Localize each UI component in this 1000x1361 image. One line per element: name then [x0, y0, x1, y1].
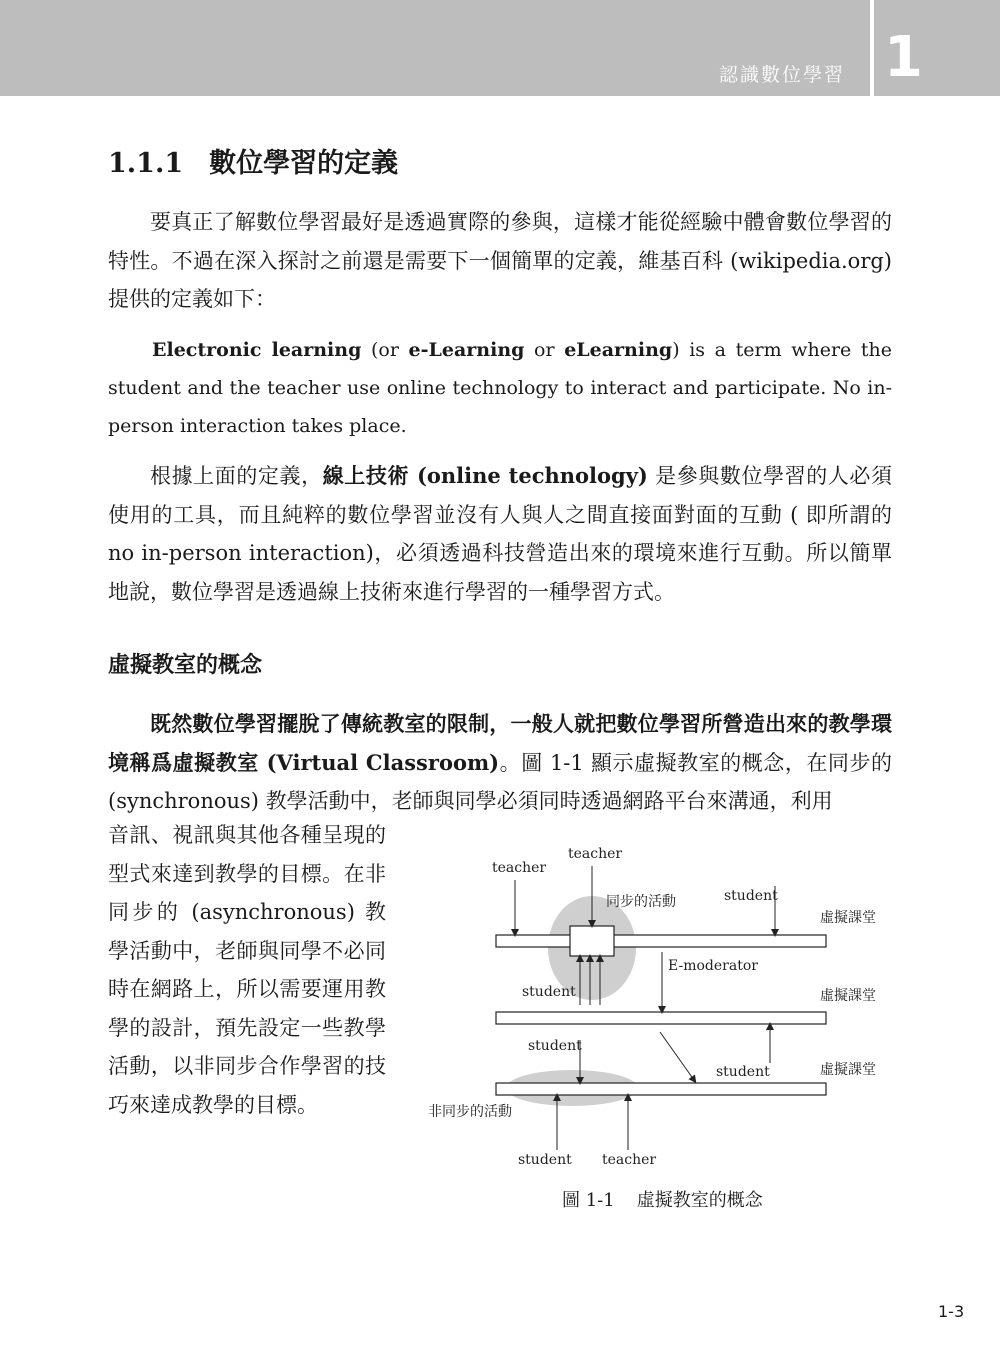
paragraph-online-technology — [108, 457, 892, 611]
chapter-title: 認識數位學習 — [718, 64, 845, 86]
label-student-right: student — [716, 1064, 770, 1080]
label-student-mid: student — [522, 984, 576, 1000]
label-teacher-top: teacher — [568, 846, 623, 862]
term-online-technology: 線上技術 (online technology) — [322, 463, 648, 488]
quote-text: or — [524, 339, 565, 361]
label-student-top: student — [724, 888, 778, 904]
label-sync-activity: 同步的活動 — [606, 894, 676, 910]
para-text: 根據上面的定義， — [150, 464, 323, 488]
virtual-classroom-diagram — [420, 830, 900, 1180]
paragraph-async: 音訊、視訊與其他各種呈現的型式來達到教學的目標。在非同步的 (asynchronous) 教學活動中，老師與同學不必同時在網路上，所以需要運用教學的設計，預先設定一些教學活動，以非同步合作學習的技巧來達成教學的目標。 — [108, 823, 386, 1117]
quote-term-e-learning: e-Learning — [408, 339, 525, 361]
para-text: 。圖 1-1 顯示虛擬教室的概念，在同步的 (synchronous) 教學活動中，老師與同學必須同時透過網路平台來溝通，利用 — [108, 750, 892, 813]
chapter-number: 1 — [884, 25, 923, 90]
paragraph-virtual-classroom — [108, 705, 892, 821]
label-teacher-left: teacher — [492, 860, 547, 876]
page-number: 1-3 — [938, 1302, 965, 1321]
label-async-activity: 非同步的活動 — [428, 1104, 512, 1120]
label-teacher-bottom: teacher — [602, 1152, 657, 1168]
classroom-bar-3 — [496, 1083, 826, 1095]
caption-number: 圖 1-1 — [562, 1190, 615, 1211]
quote-text: (or — [361, 339, 409, 361]
label-virtual-classroom-1: 虛擬課堂 — [820, 910, 876, 926]
section-number: 1.1.1 — [108, 148, 184, 179]
quote-term-elearning: eLearning — [564, 339, 673, 361]
arrow-diagonal — [660, 1032, 694, 1080]
caption-text: 虛擬教室的概念 — [636, 1190, 763, 1211]
paragraph-definition-intro: 要真正了解數位學習最好是透過實際的參與，這樣才能從經驗中體會數位學習的特性。不過在深入探討之前還是需要下一個簡單的定義，維基百科 (wikipedia.org) 提供的定義如下： — [108, 210, 892, 311]
chapter-divider — [870, 0, 874, 96]
platform-box — [570, 926, 614, 956]
virtual-classroom-definition: 既然數位學習擺脫了傳統教室的限制，一般人就把數位學習所營造出來的教學環境稱爲虛擬教室 (Virtual Classroom) — [108, 711, 892, 775]
section-title: 數位學習的定義 — [209, 148, 399, 179]
figure-caption — [562, 1186, 763, 1212]
label-e-moderator: E-moderator — [668, 958, 758, 974]
wikipedia-quote — [108, 331, 892, 445]
subheading-virtual-classroom: 虛擬教室的概念 — [108, 652, 263, 678]
quote-term-electronic-learning: Electronic learning — [152, 339, 362, 361]
label-virtual-classroom-2: 虛擬課堂 — [820, 988, 876, 1004]
label-student-lower: student — [528, 1038, 582, 1054]
para-text: 是參與數位學習的人必須使用的工具，而且純粹的數位學習並沒有人與人之間直接面對面的互動 ( 即所謂的 no in-person interaction)，必須透過科技營造出來的環境來進行互動。所以簡單地說，數位學習是透過線上技術來進行學習的一種學習方式。 — [108, 464, 892, 604]
label-virtual-classroom-3: 虛擬課堂 — [820, 1062, 876, 1078]
section-heading — [108, 144, 398, 184]
classroom-bar-1 — [496, 935, 826, 947]
classroom-bar-2 — [496, 1012, 826, 1024]
header-band — [0, 0, 1000, 96]
quote-text: ) is a term where the student and the teacher use online technology to interact and participate. No in-person interaction takes place. — [108, 339, 893, 437]
label-student-bottom: student — [518, 1152, 572, 1168]
